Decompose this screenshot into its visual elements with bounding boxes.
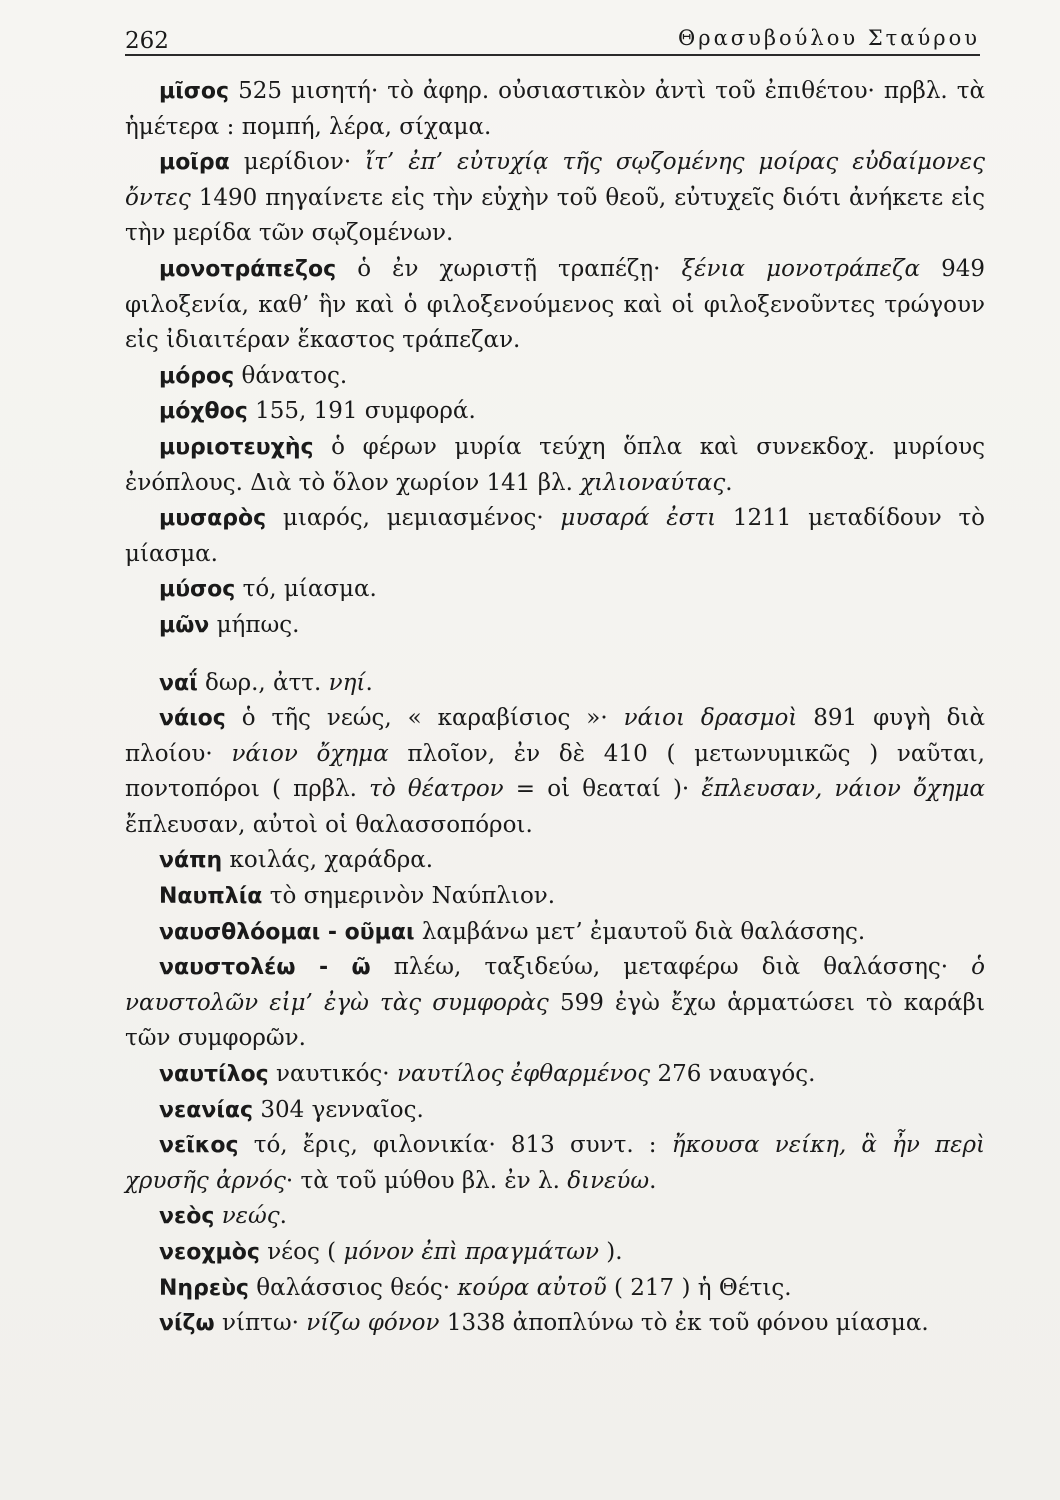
glossary-entry [125, 666, 985, 702]
entry-headword: ναυσθλόομαι - οῦμαι [159, 919, 415, 945]
entry-headword: νεανίας [159, 1097, 254, 1123]
entry-headword: μύσος [159, 577, 236, 603]
entry-headword: μῖσος [159, 79, 230, 104]
entry-definition: 949 φιλοξενία, καθ’ ἣν καὶ ὁ φιλοξενούμενος καὶ οἱ φιλοξενοῦντες τρώγουν εἰς ἰδιαιτέραν ἕκαστος τράπεζαν. [125, 255, 986, 354]
entry-citation: νηί [328, 669, 366, 696]
entry-definition: ὁ ἐν χωριστῇ τραπέζῃ· [336, 255, 682, 282]
page-number: 262 [125, 28, 169, 54]
entry-headword: ναΐ [159, 670, 198, 696]
entry-citation: ὁ ναυστολῶν εἰμ’ ἐγὼ τὰς συμφορὰς [125, 954, 985, 1016]
entry-definition: θαλάσσιος θεός· [248, 1274, 458, 1301]
glossary-entry [125, 1093, 985, 1129]
entry-headword: νεῖκος [159, 1133, 239, 1159]
entry-definition: 1338 ἀποπλύνω τὸ ἐκ τοῦ φόνου μίασμα. [439, 1310, 929, 1337]
glossary-entry [125, 252, 985, 359]
entry-definition: λαμβάνω μετ’ ἐμαυτοῦ διὰ θαλάσσης. [414, 918, 866, 945]
entry-headword: μυσαρὸς [159, 506, 267, 532]
entry-headword: νάπη [159, 848, 223, 874]
entry-citation: ἔπλευσαν, νάιον ὄχημα [701, 776, 985, 803]
glossary-entry [125, 915, 985, 951]
entry-headword: μῶν [159, 612, 210, 638]
entry-headword: ναυστολέω - ῶ [159, 955, 371, 981]
entry-headword: μυριοτευχὴς [159, 434, 314, 460]
entry-headword: νίζω [159, 1311, 215, 1337]
entry-definition: τό, ἔρις, φιλονικία· 813 συντ. : [238, 1132, 672, 1159]
entry-definition: 155, 191 συμφορά. [247, 398, 476, 425]
entry-headword: νεοχμὸς [159, 1240, 260, 1265]
entry-definition: δωρ., ἀττ. [197, 669, 329, 696]
glossary-entry [125, 430, 985, 501]
entry-citation: μυσαρά ἐστι [560, 505, 717, 532]
entry-headword: Νηρεὺς [159, 1275, 249, 1301]
entry-citation: ναυτίλος ἐφθαρμένος [396, 1061, 651, 1088]
entry-headword: μόρος [159, 363, 235, 389]
glossary-entry [125, 1057, 985, 1093]
glossary-entry [125, 1199, 985, 1235]
entry-definition: μιαρός, μεμιασμένος· [266, 505, 561, 532]
entry-definition: τὸ σημερινὸν Ναύπλιον. [262, 883, 556, 910]
entry-definition: . [365, 669, 373, 696]
glossary-entry [125, 501, 985, 572]
entry-citation: ἴτ’ ἐπ’ εὐτυχίᾳ τῆς σῳζομένης μοίρας εὐδαίμονες ὄντες [125, 149, 986, 211]
entry-definition: κοιλάς, χαράδρα. [222, 847, 434, 874]
entry-definition: 525 μισητή· τὸ ἀφηρ. οὐσιαστικὸν ἀντὶ τοῦ ἐπιθέτου· πρβλ. τὰ ἡμέτερα : πομπή, λέρα, σίχαμα. [125, 78, 985, 140]
entry-definition: 304 γενναῖος. [253, 1096, 424, 1123]
glossary-entry [125, 1271, 985, 1307]
entry-citation: νεώς [221, 1203, 280, 1230]
entry-definition: ναυτικός· [268, 1061, 397, 1088]
entry-definition: τό, μίασμα. [235, 576, 377, 603]
glossary-entry [125, 394, 985, 430]
entry-definition: 891 φυγὴ διὰ πλοίου· [125, 705, 986, 767]
entry-definition: ὁ φέρων μυρία τεύχη ὅπλα καὶ συνεκδοχ. μυρίους ἐνόπλους. Διὰ τὸ ὅλον χωρίον 141 βλ. [125, 433, 985, 496]
entry-definition: μερίδιον· [229, 149, 366, 176]
entry-definition: ). [599, 1239, 623, 1265]
entry-headword: ναυτίλος [159, 1062, 269, 1088]
glossary-entry [125, 572, 985, 608]
glossary-entry [125, 359, 985, 395]
entry-definition: . [649, 1167, 657, 1194]
glossary-entry [125, 145, 985, 252]
entry-citation: νάιον ὄχημα [231, 740, 389, 767]
entry-definition: ( 217 ) ἡ Θέτις. [606, 1274, 792, 1301]
entry-definition: 599 ἐγὼ ἔχω ἁρματώσει τὸ καράβι τῶν συμφορῶν. [125, 989, 985, 1052]
entry-citation: ἤκουσα νείκη, ἃ ἦν περὶ χρυσῆς ἀρνός [125, 1132, 985, 1194]
entry-headword: Ναυπλία [159, 884, 263, 910]
entry-citation: χιλιοναύτας [580, 469, 726, 496]
entry-citation: τὸ θέατρον [369, 776, 504, 803]
glossary-entry [125, 1128, 985, 1199]
entry-definition: . [279, 1203, 287, 1230]
entry-definition: νίπτω· [214, 1310, 307, 1337]
glossary-entry [125, 950, 985, 1057]
running-head: Θρασυβούλου Σταύρου [678, 26, 980, 50]
entry-definition: ὁ τῆς νεώς, « καραβίσιος »· [225, 705, 624, 732]
entry-definition: ἔπλευσαν, αὐτοὶ οἱ θαλασσοπόροι. [125, 811, 533, 838]
entry-headword: μονοτράπεζος [159, 256, 337, 282]
entry-definition: . [725, 469, 733, 496]
entry-citation: μόνον ἐπὶ πραγμάτων [343, 1239, 599, 1265]
entry-definition: πλοῖον, ἐν δὲ 410 ( μετωνυμικῶς ) ναῦται, ποντοπόροι ( πρβλ. [125, 740, 985, 803]
glossary-entry [125, 1306, 985, 1342]
entry-definition: = οἱ θεαταί )· [503, 776, 702, 803]
entry-definition: · τὰ τοῦ μύθου βλ. ἐν λ. [285, 1167, 568, 1194]
entry-citation: κούρα αὐτοῦ [457, 1274, 607, 1301]
glossary-entries [125, 74, 985, 1342]
entry-definition: θάνατος. [234, 362, 348, 389]
entry-citation: νίζω φόνον [306, 1310, 440, 1337]
entry-citation: νάιοι δρασμοὶ [623, 705, 798, 732]
entry-definition: 1211 μεταδίδουν τὸ μίασμα. [125, 505, 986, 567]
glossary-entry [125, 879, 985, 915]
entry-definition: πλέω, ταξιδεύω, μεταφέρω διὰ θαλάσσης· [370, 954, 972, 981]
entry-definition [214, 1203, 221, 1229]
entry-definition: 276 ναυαγός. [650, 1061, 816, 1088]
glossary-entry [125, 701, 985, 843]
glossary-entry [125, 74, 985, 145]
entry-headword: μοῖρα [159, 150, 230, 176]
entry-definition: νέος ( [259, 1239, 344, 1265]
entry-headword: νεὸς [159, 1204, 215, 1230]
glossary-entry [125, 843, 985, 879]
entry-definition: μήπως. [209, 611, 300, 638]
entry-definition: 1490 πηγαίνετε εἰς τὴν εὐχὴν τοῦ θεοῦ, εὐτυχεῖς διότι ἀνήκετε εἰς τὴν μερίδα τῶν σῳζομένων. [125, 184, 985, 247]
glossary-entry [125, 1235, 985, 1271]
glossary-entry [125, 608, 985, 644]
page-header [125, 14, 980, 56]
entry-citation: ξένια μονοτράπεζα [681, 255, 921, 282]
entry-citation: δινεύω [567, 1167, 650, 1194]
entry-headword: μόχθος [159, 399, 248, 425]
entry-headword: νάιος [159, 706, 226, 732]
